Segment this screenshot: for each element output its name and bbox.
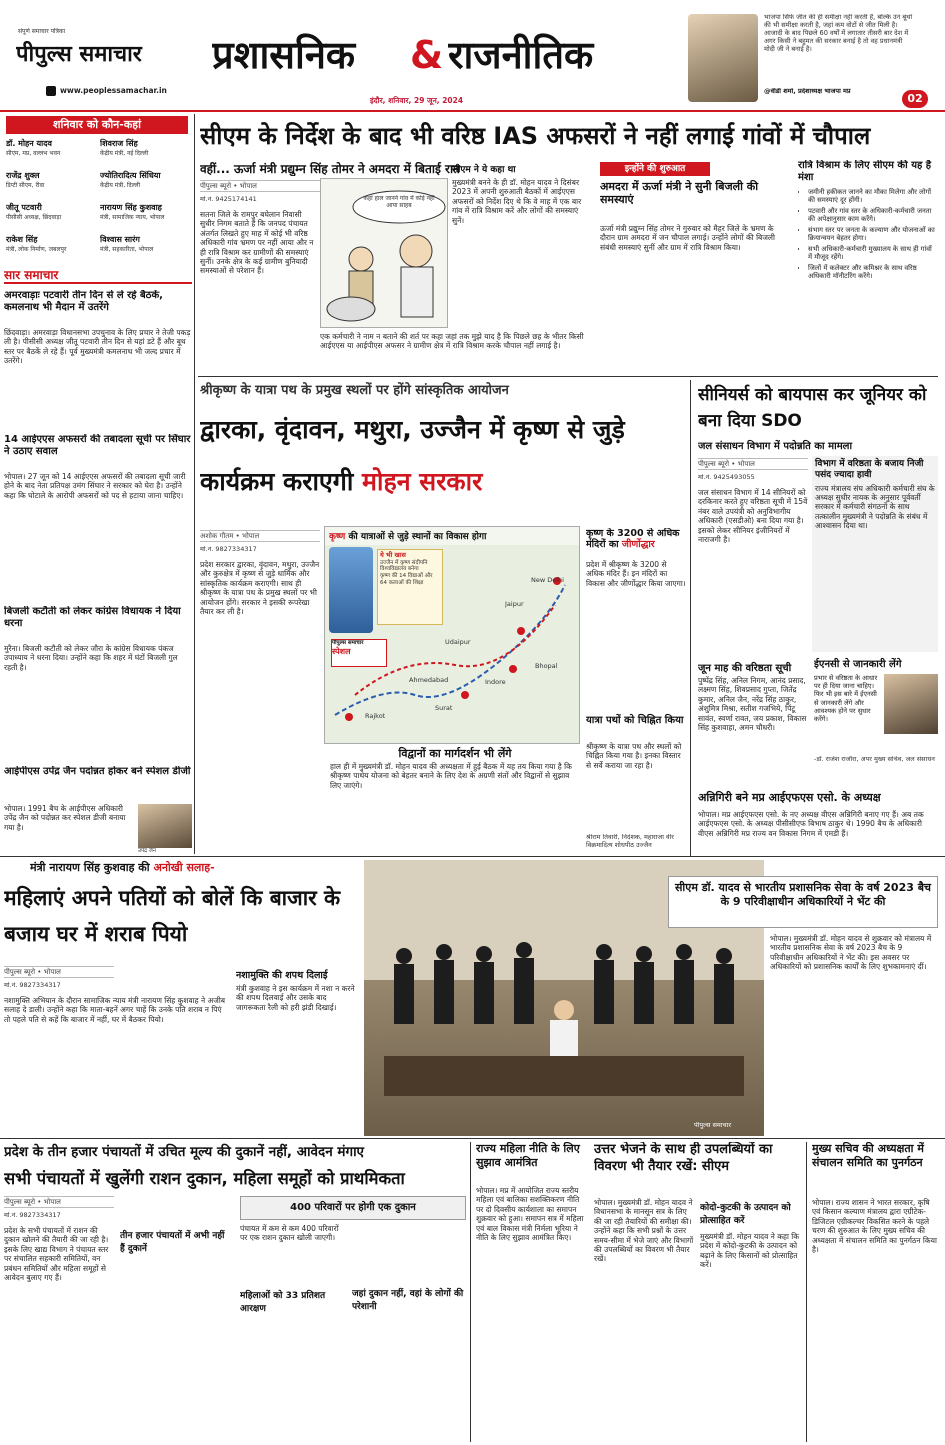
ration-headline-a: प्रदेश के तीन हजार पंचायतों में उचित मूल्य की दुकानें नहीं, आवेदन मंगाए (4, 1144, 365, 1160)
person-5 (6, 202, 96, 230)
cs-headline: मुख्य सचिव की अध्यक्षता में संचालन समिति का पुनर्गठन (812, 1142, 924, 1169)
krishna-facts-box (377, 549, 443, 625)
person-role: मंत्री, सामाजिक न्याय, भोपाल (100, 214, 165, 221)
masthead-tagline: संपूर्ण समाचार पत्रिका (18, 28, 66, 35)
sdo-info-photo (884, 674, 938, 734)
ration-sub3: जहां दुकान नहीं, वहां के लोगों की परेशानी (352, 1289, 464, 1312)
section-title-amp: & (410, 33, 444, 77)
sdo-info-head: ईएनसी से जानकारी लेंगे (814, 659, 902, 670)
krishna-map-title (329, 529, 577, 543)
kushwah-phone: मो.नं. 9827334317 (4, 982, 61, 989)
person-role: सीएम, मप्र, वल्लभ भवन (6, 150, 61, 157)
brief-news (4, 266, 192, 856)
website[interactable]: www.peoplessamachar.in (60, 86, 167, 95)
ration-sub1: तीन हजार पंचायतों में अभी नहीं हैं दुकानें (120, 1231, 225, 1254)
kodo-body: मुख्यमंत्री डॉ. मोहन यादव ने कहा कि प्रदेश में कोदो-कुटकी के उत्पादन को बढ़ाने के लिए किसानों को प्रोत्साहित करें। (700, 1232, 800, 1270)
krishna-map-title-key: कृष्ण (329, 532, 346, 542)
night-stay-point: • पटवारी और गांव स्तर के अधिकारी-कर्मचारी जनता की अपेक्षानुसार काम करेंगे। (808, 207, 938, 224)
krishna-facts-title: ये भी खास (380, 551, 406, 559)
masthead (0, 0, 945, 112)
ifs-headline: अन्निगिरी बने मप्र आईएफएस एसो. के अध्यक्ष (698, 791, 881, 804)
lead-subhead: वहीं... ऊर्जा मंत्री प्रद्युम्न सिंह तोमर ने अमदरा में बिताई रात (200, 162, 460, 176)
map-place-rajkot: Rajkot (365, 713, 386, 720)
person-role: मंत्री, लोक निर्माण, जबलपुर (6, 246, 67, 253)
section-title-a: प्रशासनिक (212, 33, 356, 77)
cartoon-caption: एक कर्मचारी ने नाम न बताने की शर्त पर कहा जहां तक मुझे याद है कि पिछले छह के भीतर किसी आईएएस या आईपीएस अफसर ने ग्रामीण क्षेत्र में रात्रि विश्राम करके चौपाल नहीं लगाई है। (320, 332, 584, 351)
map-place-surat: Surat (435, 705, 453, 712)
kushwah-headline: महिलाएं अपने पतियों को बोलें कि बाजार के बजाय घर में शराब पियो (4, 886, 341, 946)
kushwah-kicker-main: मंत्री नारायण सिंह कुशवाह की (30, 861, 150, 874)
ration-box (240, 1196, 466, 1220)
krishna-headline (200, 404, 680, 524)
map-place-bhopal: Bhopal (535, 663, 558, 670)
brief-4-photo (138, 804, 192, 848)
kushwah-kicker (30, 860, 350, 876)
kushwah-oath-body: मंत्री कुशवाह ने इस कार्यक्रम में नशा न करने की शपथ दिलवाई और उसके बाद जागरूकता रैली को हरी झंडी दिखाई। (236, 984, 355, 1012)
person-role: पीसीसी अध्यक्ष, छिंदवाड़ा (6, 214, 62, 221)
person-name: राजेंद्र शुक्ल (6, 171, 40, 180)
special-badge-logo: पीपुल्स समाचार (332, 640, 364, 646)
sdo-body: जल संसाधन विभाग में 14 सीनियरों को दरकिनार करते हुए वरिष्ठता सूची में 15वें नंबर वाले उपयंत्री को अनुविभागीय अधिकारी (एसडीओ) बना दिया गया है। इसको लेकर सीनियर इंजीनियरों में नाराजगी है। (698, 488, 808, 544)
person-2 (100, 138, 190, 166)
map-place-jaipur: Jaipur (505, 601, 524, 608)
brief-2-headline: 14 आईएएस अफसरों की तबादला सूची पर सिंघार ने उठाए सवाल (4, 434, 191, 457)
lead-bottom-rule (198, 376, 938, 377)
person-4 (100, 170, 190, 198)
krishna-kicker: श्रीकृष्ण के यात्रा पथ के प्रमुख स्थलों पर होंगे सांस्कृतिक आयोजन (200, 383, 509, 398)
person-name: ज्योतिरादित्य सिंधिया (100, 171, 161, 180)
initiative-body: ऊर्जा मंत्री प्रद्युम्न सिंह तोमर ने गुरुवार को मैहर जिले के भ्रमण के दौरान ग्राम अमदरा में जन चौपाल लगाई। उन्होंने लोगों की बिजली संबंधी समस्याएं सुनीं और ग्राम में रात्रि विश्राम किया। (600, 224, 775, 252)
temples-head (586, 528, 686, 556)
ration-body: प्रदेश के सभी पंचायतों में राशन की दुकान खोलने की तैयारी की जा रही है। इसके लिए खाद्य विभाग ने पंचायत स्तर पर संचालित सहकारी समितियों, वन प्रबंधन समितियों और महिला समूहों से आवेदन बुलाए गए हैं। (4, 1226, 109, 1282)
person-role: डिप्टी सीएम, रीवा (6, 182, 45, 189)
women-body: भोपाल। मप्र में आयोजित राज्य स्तरीय महिला एवं बालिका सशक्तिकरण नीति पर दो दिवसीय कार्यशाला का समापन शुक्रवार को हुआ। समापन सत्र में महिला एवं बाल विकास मंत्री निर्मला भूरिया ने नीति के लिए सुझाव आमंत्रित किए। (476, 1186, 584, 1242)
ias-body: भोपाल। मुख्यमंत्री डॉ. मोहन यादव से शुक्रवार को मंत्रालय में भारतीय प्रशासनिक सेवा के वर्ष 2023 बैच के 9 परिवीक्षाधीन अधिकारियों ने भेंट की। इस अवसर पर अधिकारियों को प्रशासनिक कार्यों के लिए शुभकामनाएं दीं। (770, 934, 932, 972)
women-headline: राज्य महिला नीति के लिए सुझाव आमंत्रित (476, 1142, 580, 1169)
brief-4-body: भोपाल। 1991 बैच के आईपीएस अधिकारी उपेंद्र जैन को पदोन्नत कर स्पेशल डीजी बनाया गया है। (4, 804, 126, 832)
sdo-list-head: जून माह की वरिष्ठता सूची (698, 663, 792, 674)
person-role: केंद्रीय मंत्री, दिल्ली (100, 182, 141, 189)
brief-4-photo-caption: उपेंद्र जैन (138, 848, 156, 854)
lead-byline: पीपुल्स ब्यूरो • भोपाल (200, 180, 320, 192)
sdo-subhead: जल संसाधन विभाग में पदोन्नति का मामला (698, 441, 853, 452)
ration-headline-b: सभी पंचायतों में खुलेंगी राशन दुकान, महिला समूहों को प्राथमिकता (4, 1169, 405, 1188)
person-3 (6, 170, 96, 198)
night-stay-point: • जमीनी हकीकत जानने का मौका मिलेगा और लोगों की समस्याएं दूर होंगी। (808, 188, 938, 205)
who-where-title: शनिवार को कौन-कहां (6, 116, 188, 134)
sdo-box-body: राज्य मंत्रालय संघ अधिकारी कर्मचारी संघ के अध्यक्ष सुधीर नायक के अनुसार पूर्ववर्ती सरकार में कर्मचारी संगठनों के साथ तत्कालीन मुख्यमंत्री ने पदोन्नति के संबंध में आश्वासन दिया था। (815, 483, 935, 531)
krishna-headline-highlight: मोहन सरकार (362, 467, 483, 496)
person-6 (100, 202, 190, 230)
person-name: शिवराज सिंह (100, 139, 138, 148)
signpost-head: यात्रा पथों को चिह्नित किया (586, 715, 684, 726)
night-stay-point: • सभी अधिकारी-कर्मचारी मुख्यालय के साथ ही गांवों में मौजूद रहेंगे। (808, 245, 938, 262)
person-name: जीतू पटवारी (6, 203, 42, 212)
who-where-box (2, 114, 192, 264)
ias-headline: सीएम डॉ. यादव से भारतीय प्रशासनिक सेवा के वर्ष 2023 बैच के 9 परिवीक्षाधीन अधिकारियों ने भेंट की (675, 881, 931, 909)
krishna-byline: अशोक गौतम • भोपाल (200, 530, 320, 542)
kodo-head: कोदो-कुटकी के उत्पादन को प्रोत्साहित करें (700, 1203, 791, 1226)
kushwah-oath-head: नशामुक्ति की शपथ दिलाई (236, 970, 328, 981)
map-place-ahmedabad: Ahmedabad (409, 677, 449, 684)
krishna-map-title-rest: की यात्राओं से जुड़े स्थानों का विकास होगा (348, 532, 487, 542)
cm-report-headline: उत्तर भेजने के साथ ही उपलब्धियों का विवरण भी तैयार रखें: सीएम (594, 1142, 773, 1174)
cs-body: भोपाल। राज्य शासन ने भारत सरकार, कृषि एवं किसान कल्याण मंत्रालय द्वारा एग्रीटेक-डिजिटल एग्रीकल्चर विकसित करने के पहले चरण की शुरुआत के लिए मुख्य सचिव की अध्यक्षता में संचालन समिति का पुनर्गठन किया है। (812, 1198, 937, 1254)
ias-headline-box (668, 876, 938, 928)
temples-head-main: कृष्ण के 3200 से अधिक मंदिरों का (586, 528, 680, 551)
signpost-body: श्रीकृष्ण के यात्रा पथ और स्थलों को चिह्नित किया गया है। इनका विस्तार से सर्वे कराया जा रहा है। (586, 742, 682, 770)
sdo-headline: सीनियर्स को बायपास कर जूनियर को बना दिया SDO (698, 385, 927, 431)
lead-phone: मो.नं. 9425174141 (200, 196, 257, 203)
quote-author: @वीडी शर्मा, प्रदेशाध्यक्ष भाजपा मप्र (764, 88, 851, 95)
brief-title: सार समाचार (4, 266, 192, 284)
quote-text: भाजपा सिर्फ जीत की ही समीक्षा नहीं करती है, बल्कि उन बूथों की भी समीक्षा करती है, जहां कम वोटों से जीत मिली है। आजादी के बाद पिछले 60 वर्षों में लगातार तीसरी बार देश में अगर किसी ने बहुमत की सरकार बनाई है तो वह प्रधानमंत्री मोदी जी ने बनाई है। (764, 14, 913, 53)
lower-rule (0, 1138, 945, 1139)
brief-1-headline: अमरवाड़ाः पटवारी तीन दिन से ले रहे बैठकें, कमलनाथ भी मैदान में उतरेंगे (4, 290, 163, 313)
kushwah-kicker-highlight: अनोखी सलाह- (153, 861, 215, 874)
sdo-box-head: विभाग में वरिष्ठता के बजाय निजी पसंद ज्यादा हावी (815, 459, 924, 480)
ration-right-rule (470, 1142, 471, 1442)
map-place-indore: Indore (485, 679, 506, 686)
cm-said-head: सीएम ने ये कहा था (452, 165, 516, 174)
krishna-illustration (329, 547, 373, 633)
lead-body: सतना जिले के रामपुर बघेलान निवासी सुधीर निगम बताते हैं कि जनपद पंचायत अंतर्गत लिखते हुए माह में कोई भी वरिष्ठ अधिकारी गांव भ्रमण पर नहीं आया और न ही रात्रि विश्राम कर ग्रामीणों की समस्याएं सुनीं। उनके क्षेत्र के कई ग्रामीण बुनियादी समस्याओं से परेशान हैं। (200, 210, 314, 276)
section-title-b: राजनीतिक (448, 33, 594, 77)
cartoon-speech: कहां हाल जानने गांव में कोई नहीं आया साहब (363, 195, 435, 210)
quote-author-photo (688, 14, 758, 102)
person-8 (100, 234, 190, 262)
ias-photo-credit: पीपुल्स समाचार (694, 1122, 731, 1129)
person-1 (6, 138, 96, 166)
sdo-list-body: पुष्पेंद्र सिंह, अनिल निगम, आनंद प्रसाद, लक्ष्मण सिंह, शिवप्रसाद गुप्ता, जितेंद्र कुमार, अनिल जैन, नरेंद्र सिंह ठाकुर, अंशुमित्र मिश्रा, सतीश गजभिये, पिंटू सावंत, स्वर्णा रावत, जय प्रकाश, विकास सिंह कुशवाहा, अमन चौधरी। (698, 676, 807, 732)
ration-sub2: महिलाओं को 33 प्रतिशत आरक्षण (240, 1291, 326, 1314)
home-icon (46, 86, 56, 96)
cm-said-body: मुख्यमंत्री बनने के ही डॉ. मोहन यादव ने दिसंबर 2023 में अपनी शुरुआती बैठकों में आईएएस अफसरों को निर्देश दिए थे कि वे माह में एक बार गांव में रात्रि विश्राम करें और लोगों की समस्याएं सुनें। (452, 178, 582, 225)
krishna-fact: उज्जैन में कृष्ण संदीपनि विश्वविद्यालय बनेगा (380, 559, 428, 573)
brief-2-body: भोपाल। 27 जून को 14 आईएएस अफसरों की तबादला सूची जारी होने के बाद नेता प्रतिपक्ष उमंग सिंघार ने सरकार को घेरा है। उन्होंने कहा कि घोटाले के आरोपी अफसरों को पद से हटाया जाना चाहिए। (4, 472, 186, 500)
brief-3-headline: बिजली कटौती को लेकर कांग्रेस विधायक ने दिया धरना (4, 606, 181, 629)
night-stay-list (798, 188, 938, 281)
person-name: विश्वास सारंग (100, 235, 140, 244)
night-stay-point: • संभाग स्तर पर जनता के कल्याण और योजनाओं का क्रियान्वयन बेहतर होगा। (808, 226, 938, 243)
dateline: इंदौर, शनिवार, 29 जून, 2024 (370, 96, 464, 105)
temples-body: प्रदेश में श्रीकृष्ण के 3200 से अधिक मंदिर हैं। इन मंदिरों का विकास और जीर्णोद्धार किया जाएगा। (586, 560, 686, 588)
logo: पीपुल्स समाचार (16, 42, 142, 67)
krishna-fact: कृष्ण की 14 विद्याओं और 64 कलाओं की शिक्षा (380, 572, 433, 586)
ration-box-body: पंचायत में कम से कम 400 परिवारों पर एक राशन दुकान खोली जाएगी। (240, 1224, 339, 1243)
night-stay-box (798, 160, 938, 374)
sdo-box (812, 456, 938, 652)
ration-phone: मो.नं. 9827334317 (4, 1212, 61, 1219)
krishna-headline-main: द्वारका, वृंदावन, मथुरा, उज्जैन में कृष्ण से जुड़े कार्यक्रम कराएगी (200, 415, 625, 496)
map-place-udaipur: Udaipur (445, 639, 471, 646)
cartoon (320, 178, 448, 328)
person-role: मंत्री, सहकारिता, भोपाल (100, 246, 154, 253)
lead-headline: सीएम के निर्देश के बाद भी वरिष्ठ IAS अफसरों ने नहीं लगाई गांवों में चौपाल (200, 122, 871, 150)
person-role: केंद्रीय मंत्री, नई दिल्ली (100, 150, 149, 157)
special-badge-label: स्पेशल (332, 646, 351, 656)
sdo-phone: मो.नं. 9425493055 (698, 474, 755, 481)
special-badge (331, 639, 387, 667)
brief-4-headline: आईपीएस उपेंद्र जैन पदोन्नत होकर बने स्पेशल डीजी (4, 766, 191, 777)
ration-byline: पीपुल्स ब्यूरो • भोपाल (4, 1196, 114, 1208)
map-place-newdelhi: New Delhi (531, 577, 564, 584)
temples-head-highlight: जीर्णोद्धार (621, 539, 655, 551)
sdo-info-by: -डॉ. राजेश राजौरा, अपर मुख्य सचिव, जल संसाधन (814, 756, 935, 763)
cm-report-body: भोपाल। मुख्यमंत्री डॉ. मोहन यादव ने विधानसभा के मानसून सत्र के लिए की जा रही तैयारियों की समीक्षा की। उन्होंने कहा कि सभी प्रश्नों के उत्तर समय-सीमा में भेजे जाएं और विभागों की उपलब्धियों का विवरण भी तैयार रखें। (594, 1198, 694, 1264)
mid-rule (0, 856, 945, 857)
ifs-body: भोपाल। मप्र आईएफएस एसो. के नए अध्यक्ष वीएस अन्निगिरी बनाए गए हैं। अब तक आईएफएस एसो. के अध्यक्ष पीसीसीएफ बिभाष ठाकुर थे। 1990 बैच के अधिकारी वीएस अन्निगिरी मप्र राज्य वन विकास निगम में एमडी हैं। (698, 810, 924, 838)
signpost-by: श्रीराम तिवारी, निदेशक, महाराजा वीर विक्रमादित्य शोधपीठ उज्जैन (586, 834, 674, 849)
initiative-headline: अमदरा में ऊर्जा मंत्री ने सुनी बिजली की समस्याएं (600, 180, 759, 207)
kushwah-body: नशामुक्ति अभियान के दौरान सामाजिक न्याय मंत्री नारायण सिंह कुशवाह ने अजीब सलाह दे डाली। उन्होंने कहा कि माता-बहनें अगर चाहें कि उनके पति शराब न पिएं तो पहले पति से कहें कि बाजार में नहीं, घर में बैठकर पियो। (4, 996, 226, 1024)
krishna-body: प्रदेश सरकार द्वारका, वृंदावन, मथुरा, उज्जैन और कुरुक्षेत्र में कृष्ण से जुड़े धार्मिक और सांस्कृतिक कार्यक्रम कराएगी। साथ ही श्रीकृष्ण के यात्रा पथ के प्रमुख स्थलों पर भी आयोजन होंगे। सरकार ने इसकी रूपरेखा तैयार कर ली है। (200, 560, 320, 616)
cs-left-rule (806, 1142, 807, 1442)
brief-3-body: मुरैना। बिजली कटौती को लेकर जौरा के कांग्रेस विधायक पंकज उपाध्याय ने धरना दिया। उन्होंने कहा कि शहर में घंटों बिजली गुल रहती है। (4, 644, 178, 672)
sdo-byline: पीपुल्स ब्यूरो • भोपाल (698, 458, 808, 470)
person-7 (6, 234, 96, 262)
scholars-body: हाल ही में मुख्यमंत्री डॉ. मोहन यादव की अध्यक्षता में हुई बैठक में यह तय किया गया है कि श्रीकृष्ण पाथेय योजना को बेहतर बनाने के लिए देश के अग्रणी संतों और विद्वानों से सुझाव लिए जाएंगे। (330, 762, 572, 790)
krishna-map-box (324, 526, 580, 744)
initiative-tag: इन्होंने की शुरुआत (600, 162, 710, 176)
krishna-phone: मो.नं. 9827334317 (200, 546, 257, 553)
person-name: राकेश सिंह (6, 235, 38, 244)
sdo-info-body: प्रभार से वरिष्ठता के आधार पर ही दिया जाना चाहिए। फिर भी इस बारे में ईएनसी से जानकारी लेंगे और आवश्यक होने पर सुधार करेंगे। (814, 674, 878, 724)
left-col-rule (194, 114, 195, 854)
night-stay-title: रात्रि विश्राम के लिए सीएम की यह है मंशा (798, 160, 932, 183)
masthead-rule (0, 110, 945, 112)
krishna-right-rule (690, 380, 691, 856)
night-stay-point: • जिलों में कलेक्टर और कमिश्नर के साथ वरिष्ठ अधिकारी मॉनीटरिंग करेंगे। (808, 264, 938, 281)
person-name: डॉ. मोहन यादव (6, 139, 52, 148)
kushwah-byline: पीपुल्स ब्यूरो • भोपाल (4, 966, 114, 978)
page-number: 02 (902, 90, 928, 108)
ration-box-head: 400 परिवारों पर होगी एक दुकान (290, 1202, 416, 1213)
brief-1-body: छिंदवाड़ा। अमरवाड़ा विधानसभा उपचुनाव के लिए प्रचार ने तेजी पकड़ ली है। पीसीसी अध्यक्ष जीतू पटवारी तीन दिन से यहां डटे हैं और बूथ स्तर पर बैठकें ले रहे हैं। पूर्व मुख्यमंत्री कमलनाथ भी जल्द प्रचार में उतरेंगे। (4, 328, 191, 366)
scholars-head: विद्वानों का मार्गदर्शन भी लेंगे (398, 747, 512, 760)
person-name: नारायण सिंह कुशवाह (100, 203, 162, 212)
